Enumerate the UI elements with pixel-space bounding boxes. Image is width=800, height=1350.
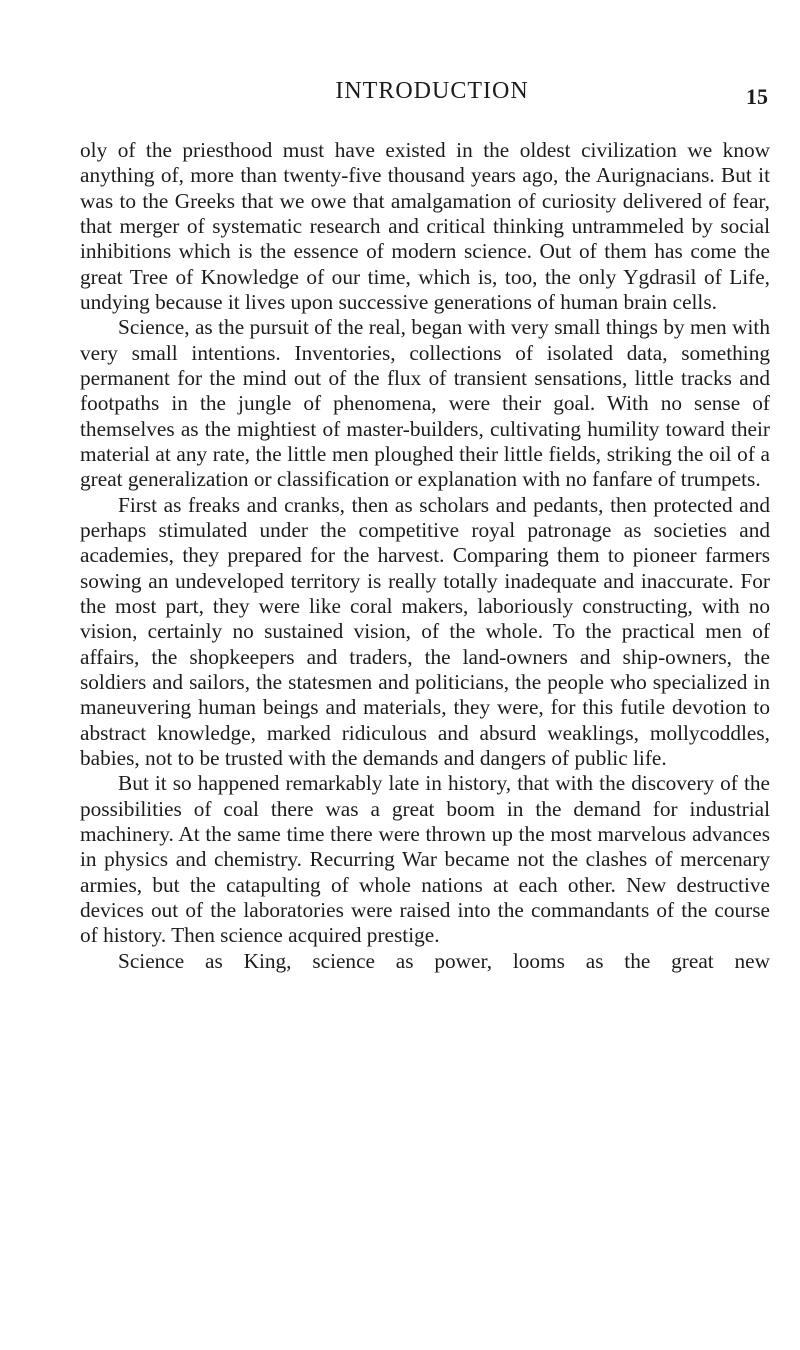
paragraph-5: Science as King, science as power, looms as the great new xyxy=(118,948,770,973)
body-text xyxy=(80,138,770,974)
paragraph-2: Science, as the pursuit of the real, began with very small things by men with very small intentions. Inventories, collections of isolated data, something permanent for the mind out of the flux of transient sensations, little tracks and footpaths in the jungle of phenomena, were their goal. With no sense of themselves as the mightiest of master-builders, cultivating humility toward their material at any rate, the little men ploughed their little fields, striking the oil of a great generalization or classification or explanation with no fanfare of trumpets. xyxy=(80,315,770,492)
running-title: INTRODUCTION xyxy=(335,78,529,104)
paragraph-4: But it so happened remarkably late in history, that with the discovery of the possibilities of coal there was a great boom in the demand for industrial machinery. At the same time there were thrown up the most marvelous advances in physics and chemistry. Recurring War became not the clashes of mercenary armies, but the catapulting of whole nations at each other. New destructive devices out of the laboratories were raised into the commandants of the course of history. Then science acquired prestige. xyxy=(80,771,770,948)
paragraph-1: oly of the priesthood must have existed in the oldest civilization we know anything of, more than twenty-five thousand years ago, the Aurignacians. But it was to the Greeks that we owe that amalgamation of curiosity delivered of fear, that merger of systematic research and critical thinking untrammeled by social inhibitions which is the essence of modern science. Out of them has come the great Tree of Knowledge of our time, which is, too, the only Ygdrasil of Life, undying because it lives upon successive generations of human brain cells. xyxy=(80,138,770,314)
page-number: 15 xyxy=(746,84,768,109)
paragraph-3: First as freaks and cranks, then as scholars and pedants, then protected and perhaps stimulated under the competitive royal patronage as societies and academies, they prepared for the harvest. Comparing them to pioneer farmers sowing an undeveloped territory is really totally inadequate and inaccurate. For the most part, they were like coral makers, laboriously constructing, with no vision, certainly no sustained vision, of the whole. To the practical men of affairs, the shopkeepers and traders, the land-owners and ship-owners, the soldiers and sailors, the statesmen and politicians, the people who specialized in maneuvering human beings and materials, they were, for this futile devotion to abstract knowledge, marked ridiculous and absurd weaklings, mollycoddles, babies, not to be trusted with the demands and dangers of public life. xyxy=(80,492,770,770)
running-header xyxy=(96,72,768,112)
